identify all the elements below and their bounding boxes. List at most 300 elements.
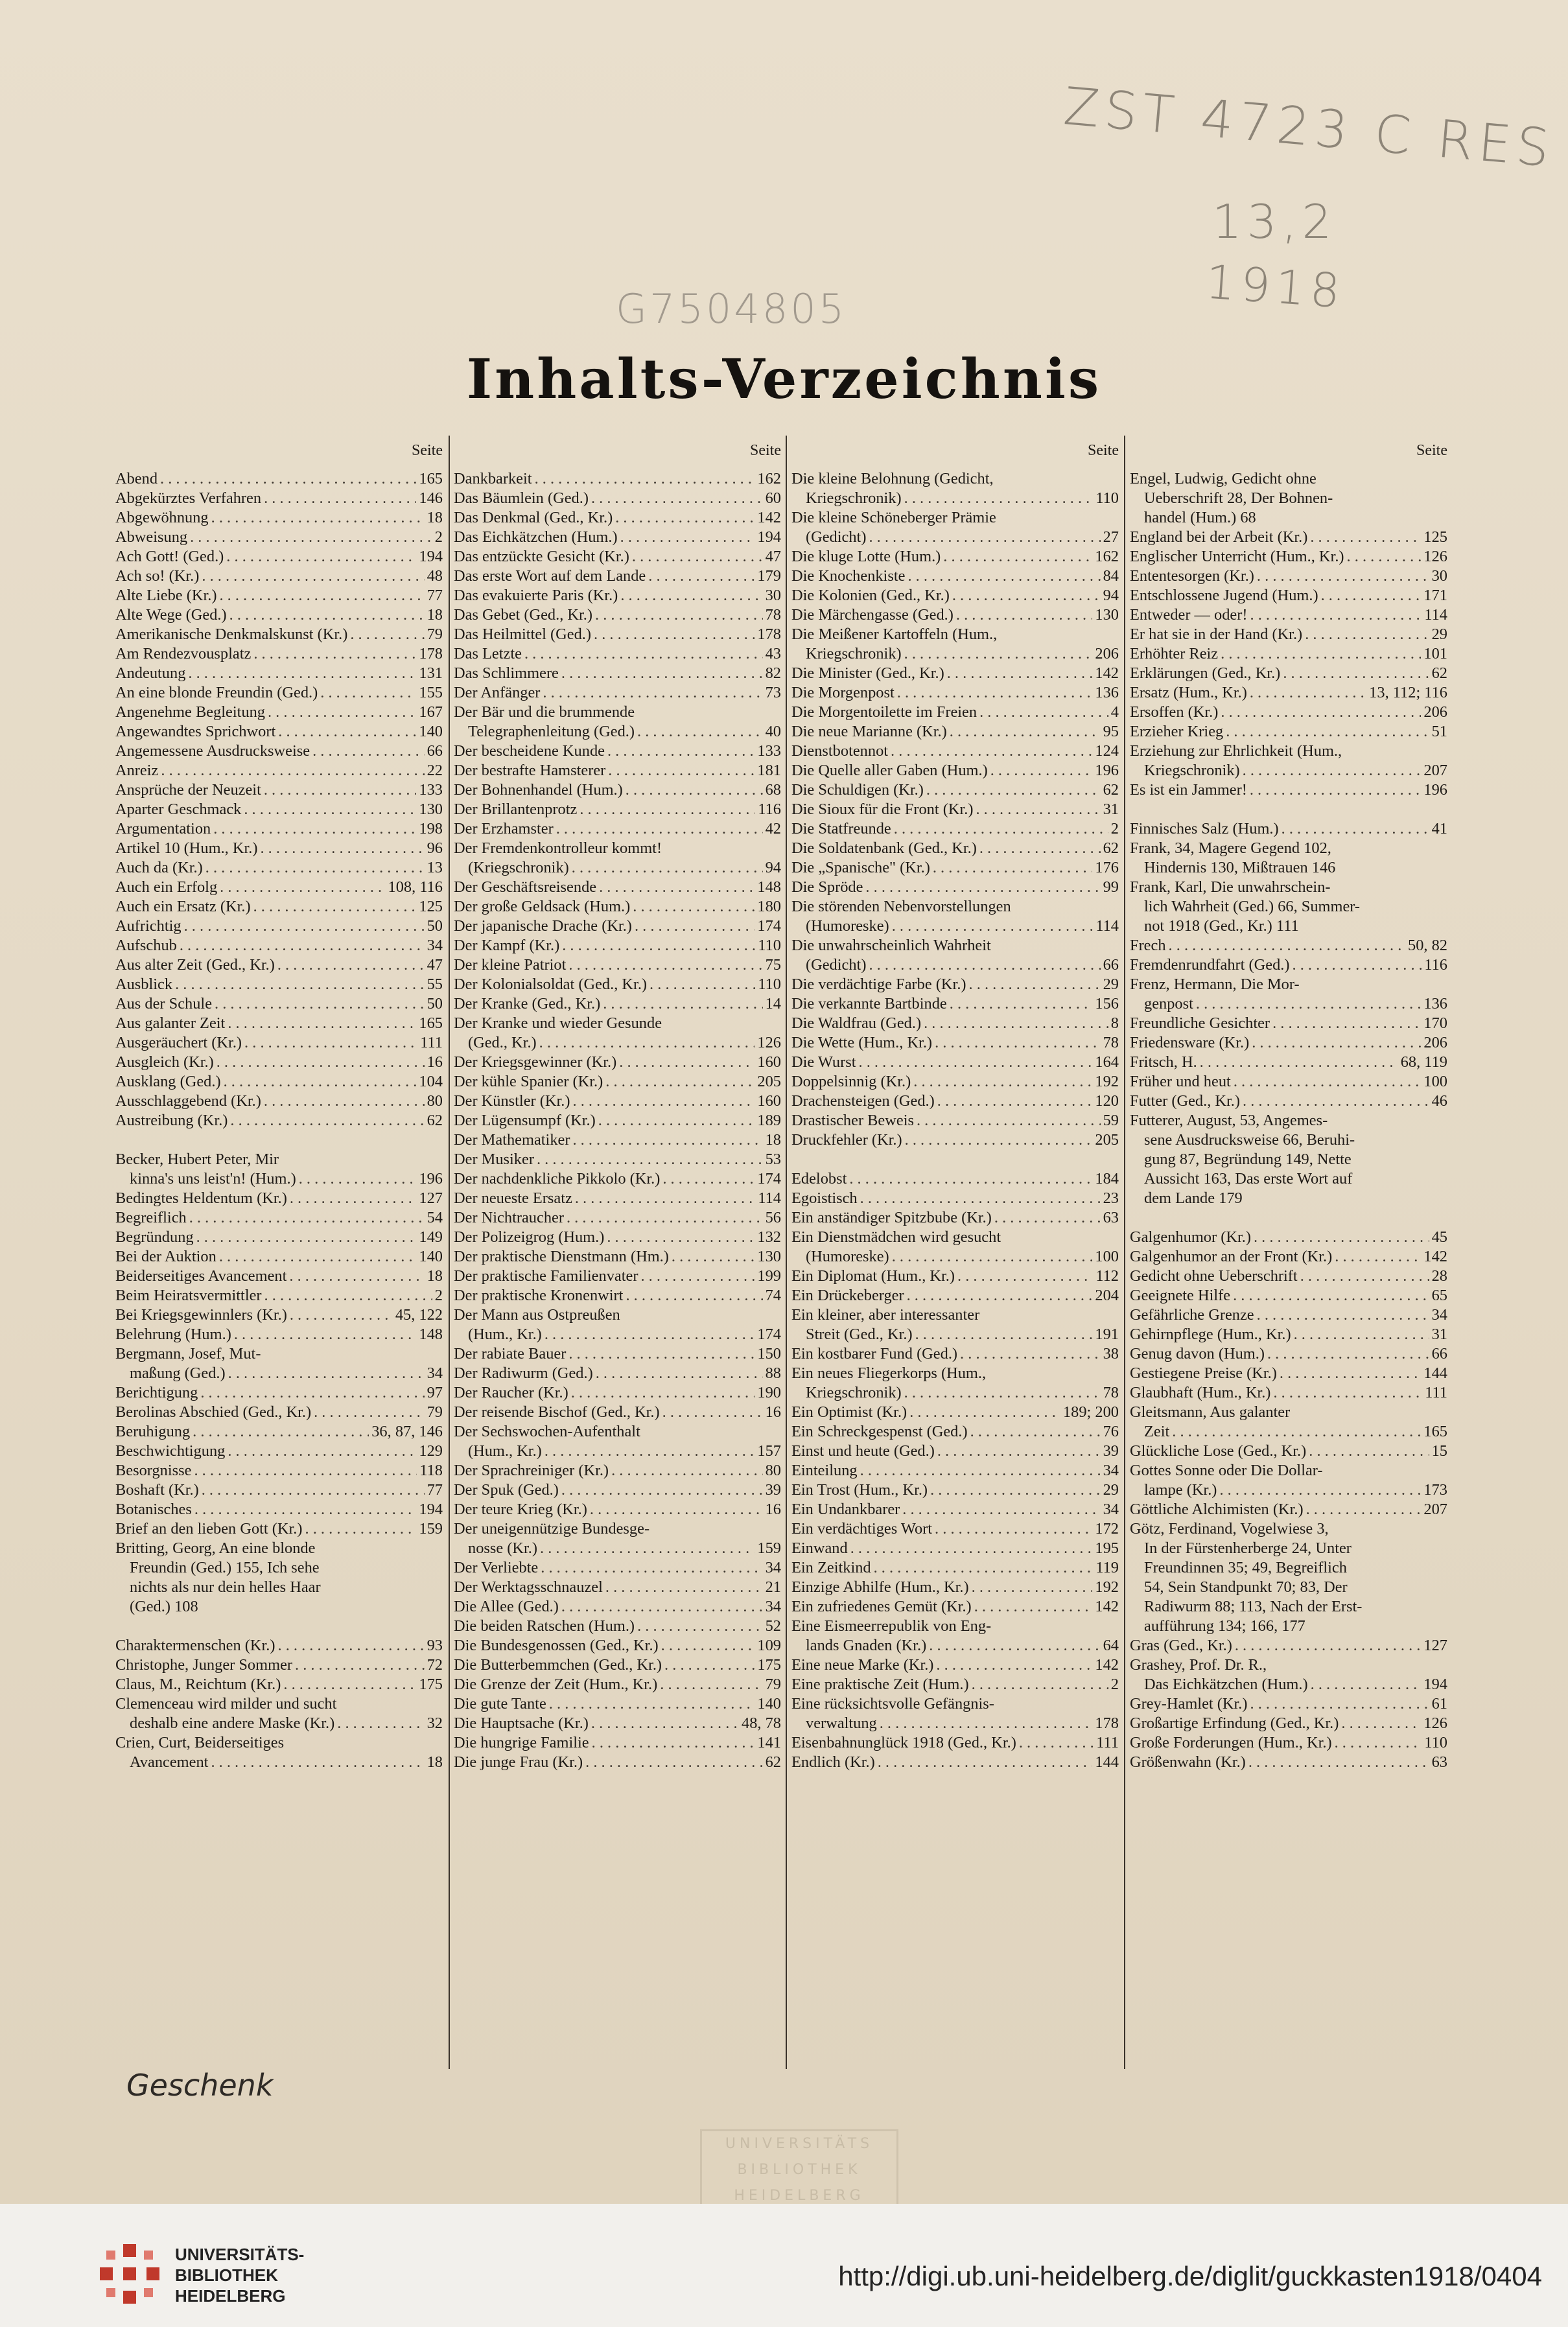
stamp-line: UNIVERSITÄTS [725,2136,874,2152]
entry-title: Frank, 34, Magere Gegend 102, [1130,839,1331,857]
dot-leader [230,1111,424,1130]
dot-leader [590,1500,763,1519]
index-entry [1130,858,1447,878]
dot-leader [905,1130,1093,1150]
index-entry [1130,703,1447,722]
entry-page: 80 [765,1462,781,1479]
entry-page: 204 [1095,1287,1119,1304]
entry-title: Freundin (Ged.) 155, Ich sehe [130,1559,320,1576]
entry-title: Dankbarkeit [454,470,532,487]
entry-title: Beim Heiratsvermittler [115,1287,262,1304]
index-entry [791,1189,1119,1208]
dot-leader [902,1500,1100,1519]
dot-leader [892,917,1094,936]
entry-title: Ein Schreckgespenst (Ged.) [791,1423,968,1440]
dot-leader [607,742,755,761]
column-divider [449,436,450,2069]
entry-page: 130 [1095,606,1119,624]
entry-title: Aparter Geschmack [115,801,242,818]
entry-page: 48 [427,567,443,585]
entry-page: 65 [1431,1287,1447,1304]
index-entry [115,1150,443,1169]
index-entry [791,1053,1119,1072]
entry-page: 196 [1095,762,1119,779]
entry-page: 68, 119 [1400,1053,1447,1071]
entry-page: 43 [765,645,781,662]
index-entry [454,839,781,858]
entry-page: 39 [1103,1442,1119,1460]
index-entry [115,1189,443,1208]
entry-page: 196 [1423,781,1447,799]
entry-page: 79 [427,626,443,643]
index-entry [791,1519,1119,1539]
entry-title: 54, Sein Standpunkt 70; 83, Der [1144,1578,1348,1596]
dot-leader [972,1675,1108,1694]
entry-page: 174 [757,1326,781,1343]
index-entry [454,1150,781,1169]
index-entry [454,664,781,683]
dot-leader [1257,567,1429,586]
entry-page: 50 [427,995,443,1012]
dot-leader [211,508,425,528]
index-entry [454,1111,781,1130]
entry-title: Die Statfreunde [791,820,891,837]
dot-leader [859,1053,1093,1072]
entry-page: 82 [765,664,781,682]
index-entry [1130,1247,1447,1267]
entry-page: 31 [1431,1326,1447,1343]
entry-title: Beiderseitiges Avancement [115,1267,287,1285]
index-entry [454,1169,781,1189]
dot-leader [605,1072,755,1092]
entry-page: 68 [765,781,781,799]
entry-title: Freundinnen 35; 49, Begreiflich [1144,1559,1347,1576]
dot-leader [1250,1694,1429,1714]
index-entry [791,994,1119,1014]
index-entry [115,1014,443,1033]
dot-leader [337,1714,424,1733]
index-entry [1130,994,1447,1014]
index-entry [791,878,1119,897]
entry-title: Das evakuierte Paris (Kr.) [454,587,618,604]
entry-title: An eine blonde Freundin (Ged.) [115,684,318,701]
index-entry [1130,955,1447,975]
entry-title: Galgenhumor an der Front (Kr.) [1130,1248,1333,1265]
index-entry [115,1578,443,1597]
index-entry [454,994,781,1014]
dot-leader [1267,1344,1429,1364]
dot-leader [633,897,755,917]
index-entry [454,1305,781,1325]
index-entry [454,1753,781,1772]
index-entry [115,878,443,897]
dot-leader [1252,1033,1421,1053]
index-entry [1130,1461,1447,1480]
index-entry [791,1578,1119,1597]
index-entry [1130,1422,1447,1442]
entry-page: 109 [757,1637,781,1654]
entry-title: Ein Diplomat (Hum., Kr.) [791,1267,955,1285]
entry-title: Der Verliebte [454,1559,539,1576]
dot-leader [161,761,424,780]
dot-leader [202,1480,425,1500]
dot-leader [592,1733,755,1753]
dot-leader [264,780,417,800]
stamp-line: HEIDELBERG [734,2188,865,2204]
entry-title: Die Bundesgenossen (Ged., Kr.) [454,1637,659,1654]
dot-leader [1200,1053,1398,1072]
handwritten-note: Geschenk [126,2068,274,2103]
entry-page: 27 [1103,528,1119,546]
dot-leader [571,1383,755,1403]
entry-page: 174 [757,1170,781,1187]
index-entry [1130,605,1447,625]
entry-title: Dienstbotennot [791,742,889,760]
index-entry [115,625,443,644]
index-entry [115,1500,443,1519]
index-entry [115,1694,443,1714]
dot-leader [891,742,1092,761]
entry-title: Zeit [1144,1423,1170,1440]
entry-title: Aus alter Zeit (Ged., Kr.) [115,956,275,974]
entry-title: Auch ein Ersatz (Kr.) [115,898,251,915]
dot-leader [283,1675,416,1694]
dot-leader [215,994,425,1014]
dot-leader [1250,780,1422,800]
index-entry [115,761,443,780]
index-entry [454,1208,781,1228]
entry-page: 206 [1423,1034,1447,1051]
dot-leader [205,858,425,878]
index-entry [454,1597,781,1617]
entry-title: Der Fremdenkontrolleur kommt! [454,839,662,857]
entry-title: Die Märchengasse (Ged.) [791,606,954,624]
dot-leader [295,1655,425,1675]
index-entry [1130,819,1447,839]
entry-title: Charaktermenschen (Kr.) [115,1637,275,1654]
index-entry [454,547,781,567]
index-entry [1130,1617,1447,1636]
dot-leader [537,1150,763,1169]
entry-page: 30 [765,587,781,604]
dot-leader [660,1675,762,1694]
entry-title: Der Sprachreiniger (Kr.) [454,1462,609,1479]
index-entry [115,508,443,528]
index-entry [791,1092,1119,1111]
index-entry [1130,664,1447,683]
index-entry [791,1033,1119,1053]
entry-title: Avancement [130,1753,209,1771]
dot-leader [194,1461,417,1480]
entry-page: 79 [765,1676,781,1693]
entry-title: Der Anfänger [454,684,541,701]
entry-title: Der praktische Kronenwirt [454,1287,624,1304]
dot-leader [228,1014,416,1033]
entry-page: 45 [1431,1228,1447,1246]
entry-title: (Hum., Kr.) [468,1442,542,1460]
entry-title: Die kluge Lotte (Hum.) [791,548,941,565]
index-entry [1130,1578,1447,1597]
index-column-3 [791,441,1119,2071]
index-entry [115,1053,443,1072]
entry-title: Der Bär und die brummende [454,703,635,721]
dot-leader [909,1403,1060,1422]
entry-title: Ach Gott! (Ged.) [115,548,224,565]
dot-leader [979,703,1108,722]
dot-leader [904,489,1094,508]
index-entry [791,897,1119,917]
index-entry [1130,1480,1447,1500]
entry-page: 13 [427,859,443,876]
entry-title: Glückliche Lose (Ged., Kr.) [1130,1442,1307,1460]
index-entry [115,1033,443,1053]
entry-title: Am Rendezvousplatz [115,645,252,662]
entry-page: 93 [427,1637,443,1654]
entry-title: Clemenceau wird milder und sucht [115,1695,337,1713]
index-entry [454,780,781,800]
index-entry [791,839,1119,858]
entry-title: Gestiegene Preise (Kr.) [1130,1364,1277,1382]
entry-title: Die Kolonien (Ged., Kr.) [791,587,950,604]
dot-leader [544,1325,755,1344]
dot-leader [1257,1305,1429,1325]
dot-leader [648,567,755,586]
dot-leader [603,994,762,1014]
index-entry [115,1208,443,1228]
index-entry [454,1694,781,1714]
dot-leader [970,1422,1101,1442]
index-entry [115,1403,443,1422]
entry-title: Hindernis 130, Mißtrauen 146 [1144,859,1336,876]
index-entry [1130,1597,1447,1617]
entry-title: Der Polizeigrog (Hum.) [454,1228,605,1246]
dot-leader [305,1519,417,1539]
index-entry [791,489,1119,508]
entry-page: 140 [419,1248,443,1265]
dot-leader [180,936,425,955]
entry-page: 48, 78 [742,1714,781,1732]
letter-group-gap [791,1150,1119,1169]
entry-title: Ausklang (Ged.) [115,1073,221,1090]
index-entry [1130,722,1447,742]
index-entry [1130,644,1447,664]
index-entry [115,722,443,742]
entry-title: Früher und heut [1130,1073,1231,1090]
entry-title: Göttliche Alchimisten (Kr.) [1130,1501,1304,1518]
index-entry [791,819,1119,839]
index-entry [115,1442,443,1461]
index-entry [454,1228,781,1247]
index-entry [454,1539,781,1558]
index-entry [454,936,781,955]
source-url[interactable]: http://digi.ub.uni-heidelberg.de/diglit/guckkasten1918/0404 [838,2261,1542,2291]
index-entry [115,1480,443,1500]
index-entry [1130,469,1447,489]
entry-page: 34 [1431,1306,1447,1324]
dot-leader [1273,1383,1422,1403]
dot-leader [253,897,417,917]
entry-page: 116 [1424,956,1447,974]
entry-title: lich Wahrheit (Ged.) 66, Summer- [1144,898,1361,915]
index-entry [1130,917,1447,936]
entry-page: 100 [1095,1248,1119,1265]
index-entry [454,722,781,742]
entry-page: 47 [427,956,443,974]
entry-title: Die Knochenkiste [791,567,906,585]
entry-title: Ein Dienstmädchen wird gesucht [791,1228,1001,1246]
entry-page: 66 [1431,1345,1447,1362]
entry-title: Angenehme Begleitung [115,703,265,721]
entry-page: 4 [1110,703,1119,721]
dot-leader [615,508,755,528]
entry-title: Der praktische Familienvater [454,1267,638,1285]
entry-title: Engel, Ludwig, Gedicht ohne [1130,470,1316,487]
index-entry [454,703,781,722]
entry-title: In der Fürstenherberge 24, Unter [1144,1539,1352,1557]
dot-leader [1283,664,1429,683]
entry-title: Auch ein Erfolg [115,878,218,896]
index-entry [454,742,781,761]
entry-title: Der Mathematiker [454,1131,570,1149]
entry-page: 171 [1423,587,1447,604]
index-entry [791,780,1119,800]
index-entry [1130,586,1447,605]
index-entry [115,469,443,489]
index-entry [1130,1169,1447,1189]
entry-title: Die Minister (Ged., Kr.) [791,664,944,682]
entry-title: Der teure Krieg (Kr.) [454,1501,587,1518]
dot-leader [573,1092,755,1111]
entry-page: 80 [427,1092,443,1110]
index-entry [454,1344,781,1364]
entry-page: 34 [427,937,443,954]
dot-leader [878,1753,1093,1772]
dot-leader [190,528,432,547]
dot-leader [929,1636,1100,1655]
entry-page: 110 [758,976,781,993]
entry-title: Ein kleiner, aber interessanter [791,1306,980,1324]
index-entry [1130,1344,1447,1364]
entry-title: Anreiz [115,762,159,779]
index-entry [1130,1130,1447,1150]
entry-title: Ein kostbarer Fund (Ged.) [791,1345,958,1362]
entry-page: 38 [1103,1345,1119,1362]
index-entry [454,955,781,975]
index-entry [454,917,781,936]
entry-page: 191 [1095,1326,1119,1343]
index-entry [115,664,443,683]
entry-page: 54 [427,1209,443,1226]
entry-page: 74 [765,1287,781,1304]
dot-leader [626,1286,762,1305]
entry-title: genpost [1144,995,1193,1012]
entry-title: Andeutung [115,664,186,682]
dot-leader [312,742,425,761]
dot-leader [850,1539,1093,1558]
entry-page: 72 [427,1656,443,1674]
entry-title: (Humoreske) [806,1248,889,1265]
entry-title: Berolinas Abschied (Ged., Kr.) [115,1403,312,1421]
entry-title: Die Sioux für die Front (Kr.) [791,801,974,818]
index-entry [115,936,443,955]
dot-leader [539,1033,755,1053]
dot-leader [869,955,1100,975]
index-entry [791,1539,1119,1558]
dot-leader [264,489,416,508]
dot-leader [562,936,755,955]
entry-page: 111 [1096,1734,1119,1751]
index-entry [454,1403,781,1422]
dot-leader [620,528,755,547]
entry-title: Kriegschronik) [806,645,902,662]
index-entry [454,1286,781,1305]
entry-title: lands Gnaden (Kr.) [806,1637,927,1654]
dot-leader [1235,1636,1422,1655]
index-entry [1130,1033,1447,1053]
entry-page: 179 [757,567,781,585]
entry-page: 126 [1423,548,1447,565]
index-entry [791,567,1119,586]
pencil-shelfmark: ZST 4723 C RES [1061,76,1557,179]
entry-page: 165 [1423,1423,1447,1440]
dot-leader [561,664,763,683]
index-entry [791,1714,1119,1733]
entry-title: Streit (Ged., Kr.) [806,1326,913,1343]
entry-title: Das Eichkätzchen (Hum.) [454,528,618,546]
entry-page: 42 [765,820,781,837]
entry-title: Der Musiker [454,1151,534,1168]
index-entry [115,1461,443,1480]
dot-leader [193,1422,369,1442]
entry-title: Die Morgentoilette im Freien [791,703,977,721]
entry-page: 125 [1423,528,1447,546]
entry-page: 39 [765,1481,781,1499]
entry-title: Eine rücksichtsvolle Gefängnis- [791,1695,994,1713]
index-entry [115,1111,443,1130]
dot-leader [228,1364,425,1383]
entry-title: Begreiflich [115,1209,187,1226]
index-entry [1130,761,1447,780]
entry-page: 62 [1431,664,1447,682]
entry-page: 62 [427,1112,443,1129]
dot-leader [1300,1267,1429,1286]
index-entry [454,1500,781,1519]
entry-title: Alte Wege (Ged.) [115,606,227,624]
entry-title: Crien, Curt, Beiderseitiges [115,1734,285,1751]
index-entry [791,1072,1119,1092]
index-entry [791,722,1119,742]
entry-page: 50 [427,917,443,935]
entry-title: Abweisung [115,528,188,546]
entry-title: Erklärungen (Ged., Kr.) [1130,664,1281,682]
dot-leader [1335,1247,1421,1267]
entry-title: Gehirnpflege (Hum., Kr.) [1130,1326,1291,1343]
dot-leader [1305,625,1429,644]
index-entry [115,1753,443,1772]
index-entry [791,644,1119,664]
dot-leader [662,1403,763,1422]
entry-title: Grey-Hamlet (Kr.) [1130,1695,1248,1713]
entry-page: 110 [1095,489,1119,507]
dot-leader [175,975,425,994]
index-entry [115,819,443,839]
entry-page: 126 [1423,1714,1447,1732]
entry-title: Ein neues Fliegerkorps (Hum., [791,1364,987,1382]
entry-page: 144 [1095,1753,1119,1771]
index-entry [1130,897,1447,917]
entry-page: 45, 122 [395,1306,443,1324]
entry-page: 34 [427,1364,443,1382]
